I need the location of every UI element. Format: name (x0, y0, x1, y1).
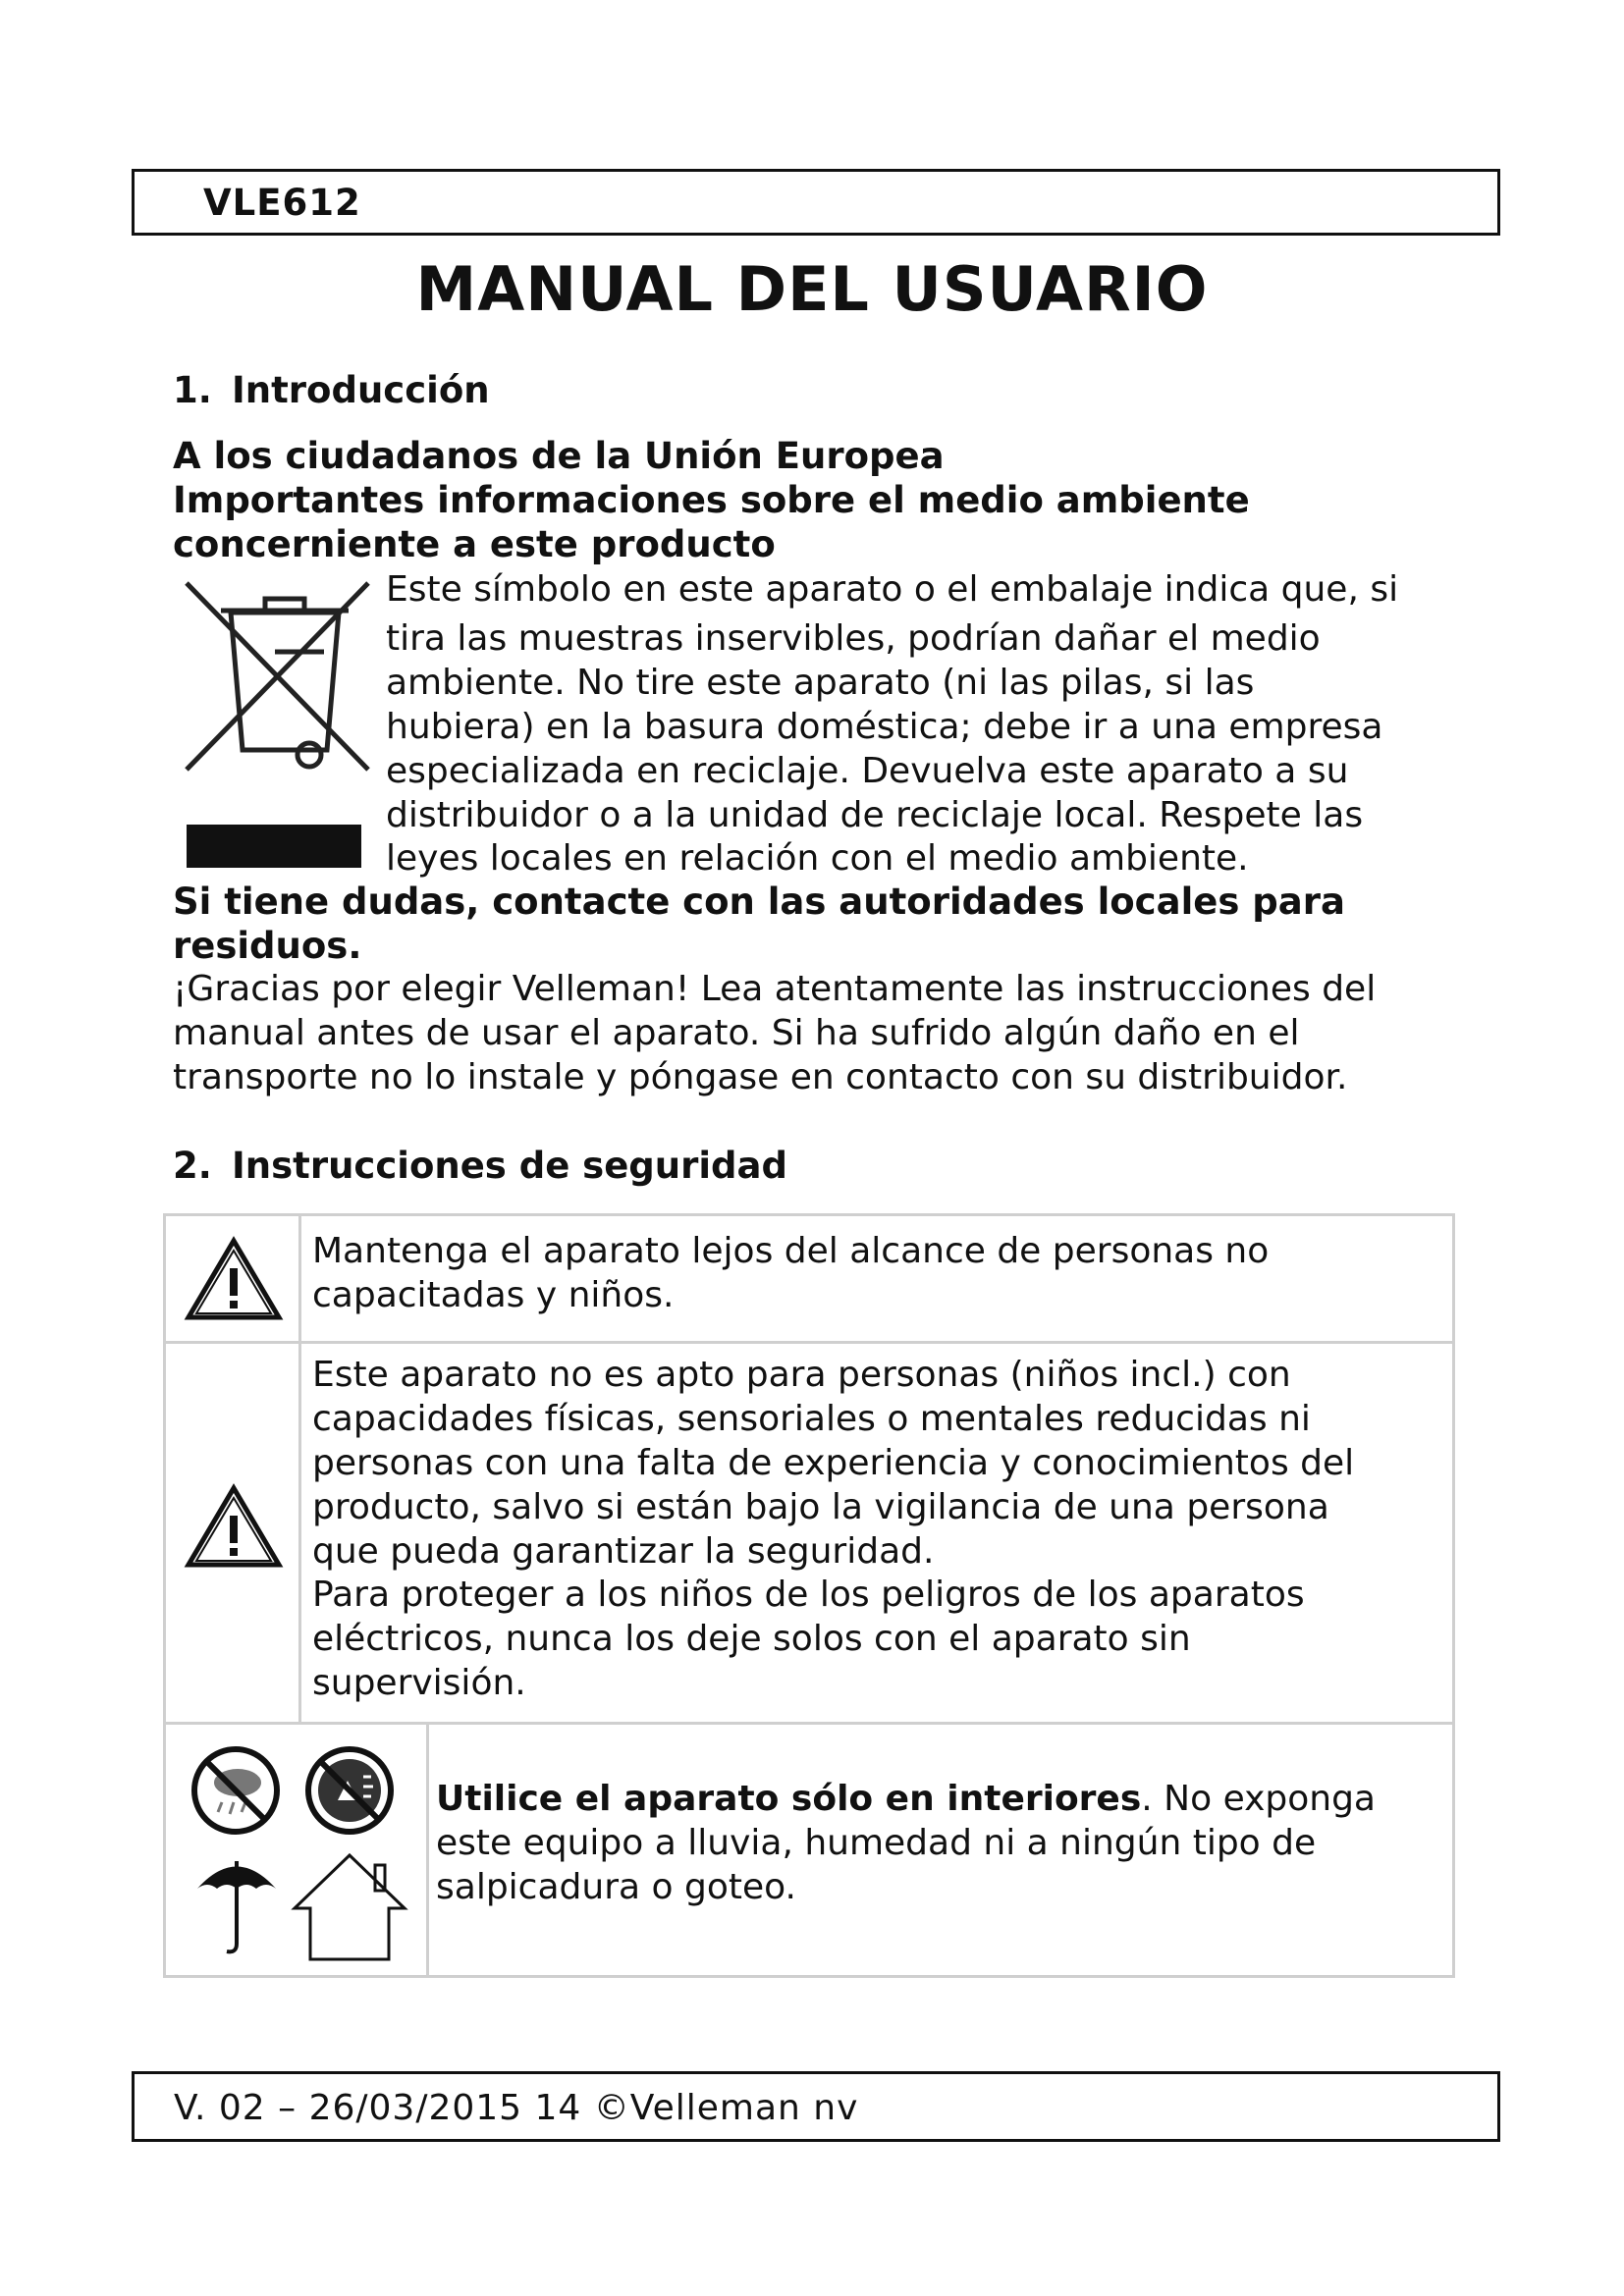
indoor-use-bold: Utilice el aparato sólo en interiores (436, 1779, 1142, 1819)
safety-text-line: salpicadura o goteo. (436, 1867, 796, 1907)
section-2-number: 2. (173, 1145, 212, 1187)
safety-text-line: personas con una falta de experiencia y conocimientos del (312, 1443, 1355, 1483)
warning-triangle-icon (183, 1235, 285, 1323)
section-2-heading (173, 1145, 787, 1187)
safety-text-line: Para proteger a los niños de los peligros de los aparatos (312, 1575, 1305, 1615)
table-row (163, 1213, 1455, 1343)
no-splash-icon (302, 1743, 397, 1838)
weee-text-line: tira las muestras inservibles, podrían dañar el medio (386, 618, 1321, 659)
weee-text-line: leyes locales en relación con el medio ambiente. (386, 838, 1249, 879)
safety-text-line: este equipo a lluvia, humedad ni a ningún tipo de (436, 1823, 1317, 1863)
house-icon (289, 1849, 410, 1963)
safety-text-line (436, 1777, 1376, 1821)
warning-triangle-icon (183, 1482, 285, 1571)
table-row (163, 1343, 1455, 1724)
thanks-line: transporte no lo instale y póngase en contacto con su distribuidor. (173, 1057, 1348, 1097)
indoor-use-rest: . No exponga (1141, 1779, 1376, 1819)
no-rain-icon (189, 1743, 283, 1838)
footer-text: V. 02 – 26/03/2015 14 ©Velleman nv (174, 2088, 859, 2128)
eu-heading-line: A los ciudadanos de la Unión Europea (173, 435, 945, 477)
table-row (163, 1724, 1455, 1978)
safety-text-line: que pueda garantizar la seguridad. (312, 1531, 935, 1572)
section-1-number: 1. (173, 369, 212, 411)
section-2-title: Instrucciones de seguridad (232, 1145, 787, 1187)
thanks-line: manual antes de usar el aparato. Si ha sufrido algún daño en el (173, 1013, 1300, 1053)
weee-text-line: hubiera) en la basura doméstica; debe ir a una empresa (386, 707, 1383, 747)
safety-text-line: capacitadas y niños. (312, 1275, 675, 1315)
weee-text-line: distribuidor o a la unidad de reciclaje local. Respete las (386, 795, 1364, 835)
weee-text-line: especializada en reciclaje. Devuelva este aparato a su (386, 751, 1349, 791)
safety-text-line: eléctricos, nunca los deje solos con el aparato sin (312, 1619, 1191, 1659)
safety-text-line: Este aparato no es apto para personas (niños incl.) con (312, 1355, 1291, 1395)
eu-heading-line: concerniente a este producto (173, 523, 776, 565)
safety-text-line: producto, salvo si están bajo la vigilancia de una persona (312, 1487, 1329, 1527)
section-1-title: Introducción (232, 369, 490, 411)
footer-box (132, 2071, 1500, 2142)
safety-text-line: capacidades físicas, sensoriales o mentales reducidas ni (312, 1399, 1311, 1439)
umbrella-icon (192, 1849, 281, 1957)
weee-crossed-bin-icon (177, 573, 381, 878)
eu-heading-line: Importantes informaciones sobre el medio ambiente (173, 479, 1250, 521)
doubts-line: Si tiene dudas, contacte con las autoridades locales para (173, 881, 1345, 923)
safety-table (163, 1213, 1455, 1978)
weee-text-line: ambiente. No tire este aparato (ni las pilas, si las (386, 663, 1255, 703)
weee-text-line: Este símbolo en este aparato o el embalaje indica que, si (386, 569, 1399, 610)
thanks-line: ¡Gracias por elegir Velleman! Lea atentamente las instrucciones del (173, 969, 1377, 1009)
model-number: VLE612 (203, 182, 361, 224)
doubts-line: residuos. (173, 925, 362, 967)
page-title: MANUAL DEL USUARIO (415, 253, 1209, 325)
section-1-heading (173, 369, 490, 411)
model-box (132, 169, 1500, 236)
safety-text-line: Mantenga el aparato lejos del alcance de personas no (312, 1231, 1270, 1271)
safety-text-line: supervisión. (312, 1663, 526, 1703)
